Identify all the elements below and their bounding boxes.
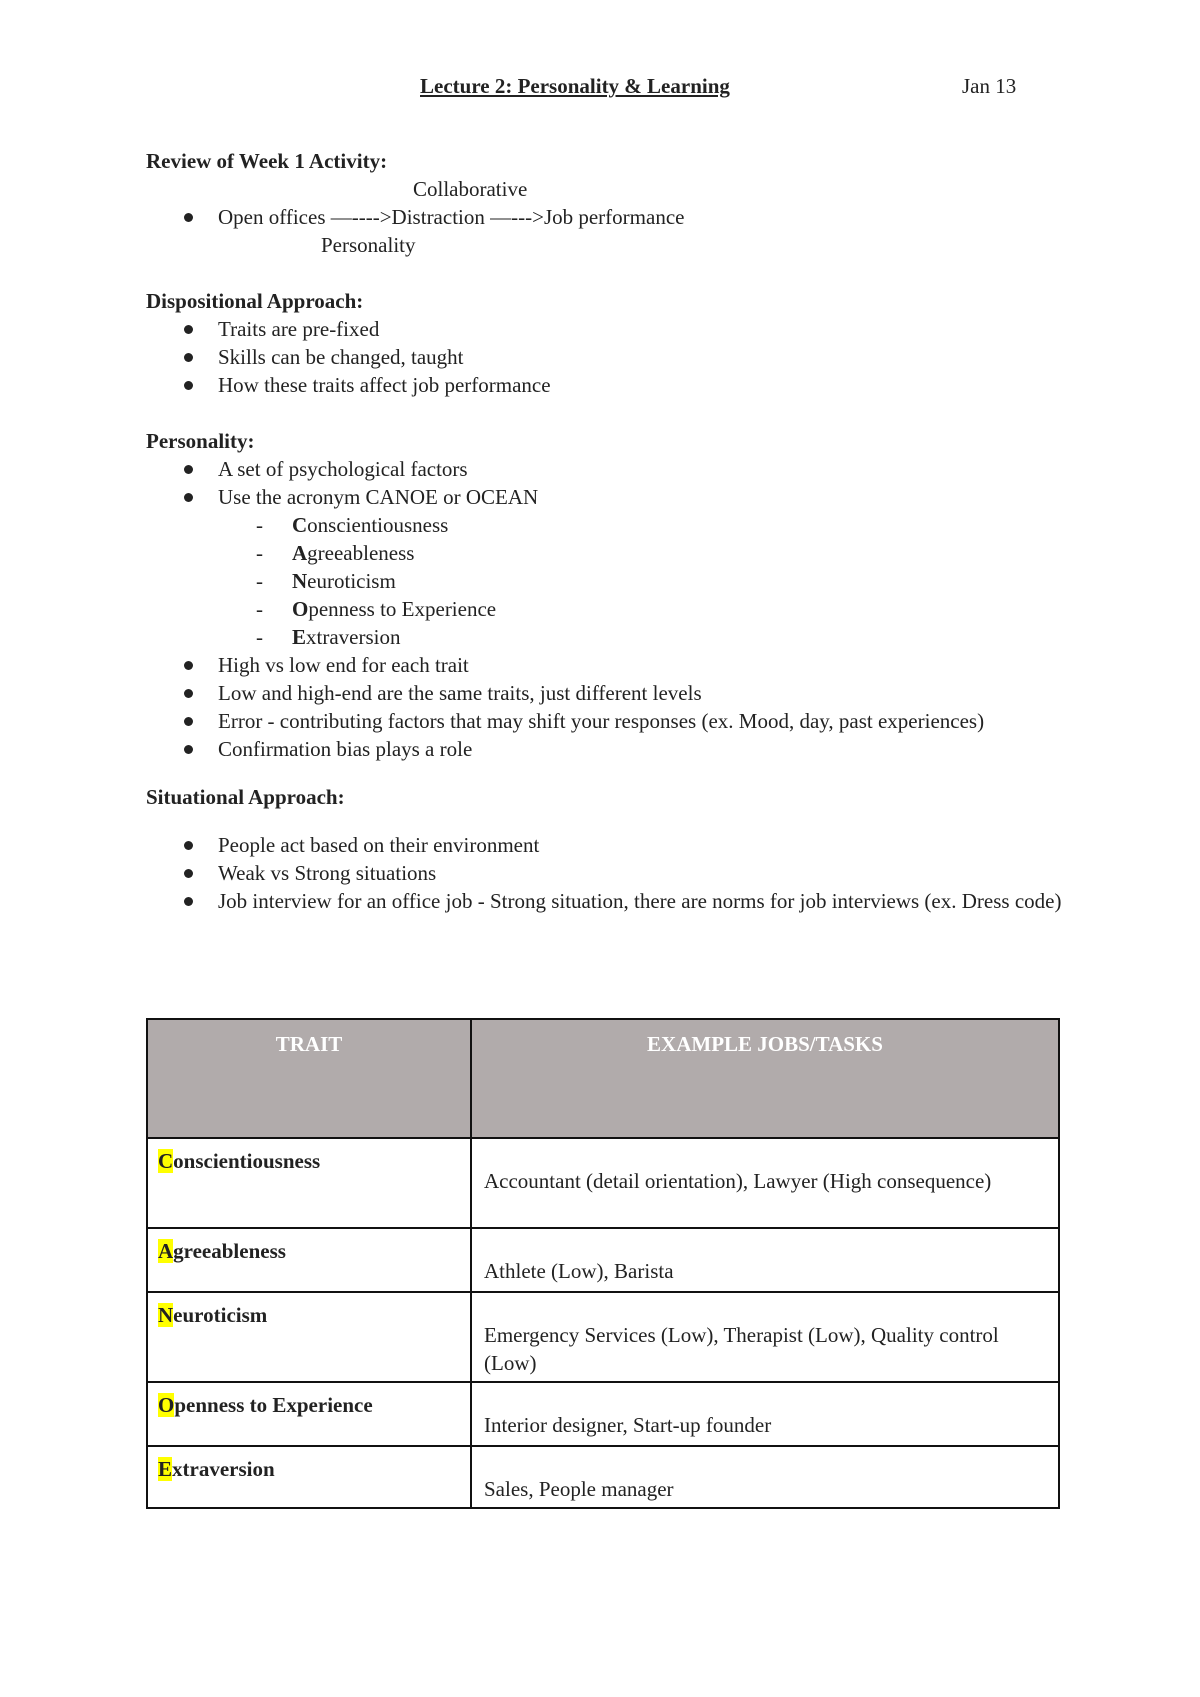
- table-row: [147, 1292, 1059, 1382]
- trait-cell: [147, 1228, 471, 1292]
- bullet-icon: [184, 897, 193, 906]
- list-item: [146, 831, 1076, 859]
- list-item: [146, 203, 1076, 231]
- situational-heading: Situational Approach:: [146, 785, 345, 809]
- trait-initial: C: [292, 513, 308, 537]
- list-item: [146, 455, 1076, 483]
- trait-rest: greeableness: [307, 541, 415, 565]
- bullet-icon: [184, 689, 193, 698]
- list-item-text: Traits are pre-fixed: [218, 317, 380, 341]
- review-heading: Review of Week 1 Activity:: [146, 149, 388, 173]
- bullet-icon: [184, 717, 193, 726]
- trait-initial: N: [292, 569, 308, 593]
- table-header-examples: EXAMPLE JOBS/TASKS: [471, 1019, 1059, 1138]
- situational-list: [146, 831, 1076, 915]
- review-label-above: Collaborative: [413, 177, 528, 201]
- examples-cell: Accountant (detail orientation), Lawyer (High consequence): [471, 1138, 1059, 1228]
- table-row: [147, 1382, 1059, 1446]
- trait-cell: [147, 1292, 471, 1382]
- trait-list-item: - Agreeableness: [256, 541, 415, 565]
- trait-initial-highlight: C: [158, 1149, 174, 1173]
- list-item: [146, 887, 1076, 915]
- page-title: Lecture 2: Personality & Learning: [420, 74, 730, 98]
- lecture-date: Jan 13: [962, 74, 1017, 98]
- notes-body: [146, 147, 1076, 915]
- list-item-text: Use the acronym CANOE or OCEAN: [218, 485, 539, 509]
- list-item-text: Confirmation bias plays a role: [218, 737, 473, 761]
- bullet-icon: [184, 869, 193, 878]
- trait-name-rest: euroticism: [173, 1303, 268, 1327]
- personality-list-continued: [146, 651, 1076, 763]
- trait-rest: euroticism: [307, 569, 396, 593]
- list-item: [146, 371, 1076, 399]
- list-item: [146, 679, 1076, 707]
- list-item: [146, 651, 1076, 679]
- bullet-icon: [184, 661, 193, 670]
- bullet-icon: [184, 381, 193, 390]
- bullet-icon: [184, 745, 193, 754]
- trait-cell: [147, 1382, 471, 1446]
- list-item-text: Skills can be changed, taught: [218, 345, 464, 369]
- bullet-icon: [184, 353, 193, 362]
- examples-cell: Sales, People manager: [471, 1446, 1059, 1508]
- trait-cell: [147, 1446, 471, 1508]
- trait-rest: penness to Experience: [308, 597, 497, 621]
- trait-cell: [147, 1138, 471, 1228]
- list-item-text: How these traits affect job performance: [218, 373, 551, 397]
- trait-name-rest: greeableness: [173, 1239, 286, 1263]
- list-item: [146, 859, 1076, 887]
- list-item-text: Weak vs Strong situations: [218, 861, 437, 885]
- trait-initial: A: [292, 541, 308, 565]
- list-item: [146, 707, 1076, 735]
- dispositional-list: [146, 315, 1076, 399]
- bullet-icon: [184, 325, 193, 334]
- list-item-text: Error - contributing factors that may shift your responses (ex. Mood, day, past experiences): [218, 709, 985, 733]
- trait-name-rest: penness to Experience: [174, 1393, 373, 1417]
- list-item-text: Open offices —---->Distraction —--->Job performance: [218, 205, 685, 229]
- examples-cell: Athlete (Low), Barista: [471, 1228, 1059, 1292]
- dispositional-heading: Dispositional Approach:: [146, 289, 364, 313]
- bullet-icon: [184, 493, 193, 502]
- bullet-icon: [184, 213, 193, 222]
- trait-initial: E: [292, 625, 307, 649]
- list-item: [146, 343, 1076, 371]
- table-row: [147, 1446, 1059, 1508]
- examples-cell: Interior designer, Start-up founder: [471, 1382, 1059, 1446]
- trait-initial: O: [292, 597, 309, 621]
- personality-heading: Personality:: [146, 429, 255, 453]
- list-item-text: Job interview for an office job - Strong situation, there are norms for job interviews (ex. Dress code): [218, 889, 1062, 913]
- table-header-trait: TRAIT: [147, 1019, 471, 1138]
- list-item: [146, 735, 1076, 763]
- trait-name-rest: xtraversion: [172, 1457, 275, 1481]
- review-label-below: Personality: [321, 233, 416, 257]
- trait-list-item: - Conscientiousness: [256, 513, 449, 537]
- trait-initial-highlight: E: [158, 1457, 173, 1481]
- table-row: [147, 1228, 1059, 1292]
- table-row: [147, 1138, 1059, 1228]
- trait-name-rest: onscientiousness: [173, 1149, 321, 1173]
- trait-initial-highlight: O: [158, 1393, 175, 1417]
- examples-cell: Emergency Services (Low), Therapist (Low), Quality control (Low): [471, 1292, 1059, 1382]
- trait-table: [146, 1018, 1060, 1509]
- trait-list-item: - Extraversion: [256, 625, 401, 649]
- trait-initial-highlight: N: [158, 1303, 174, 1327]
- list-item-text: A set of psychological factors: [218, 457, 468, 481]
- bullet-icon: [184, 465, 193, 474]
- trait-list-item: - Openness to Experience: [256, 597, 497, 621]
- review-list: [146, 203, 1076, 231]
- list-item-text: Low and high-end are the same traits, just different levels: [218, 681, 702, 705]
- list-item-text: High vs low end for each trait: [218, 653, 469, 677]
- list-item: [146, 483, 1076, 511]
- trait-rest: xtraversion: [306, 625, 401, 649]
- trait-initial-highlight: A: [158, 1239, 174, 1263]
- bullet-icon: [184, 841, 193, 850]
- trait-list: [146, 511, 1076, 651]
- list-item-text: People act based on their environment: [218, 833, 540, 857]
- table-header-row: [147, 1019, 1059, 1138]
- trait-rest: onscientiousness: [307, 513, 449, 537]
- personality-list: [146, 455, 1076, 511]
- trait-list-item: - Neuroticism: [256, 569, 396, 593]
- list-item: [146, 315, 1076, 343]
